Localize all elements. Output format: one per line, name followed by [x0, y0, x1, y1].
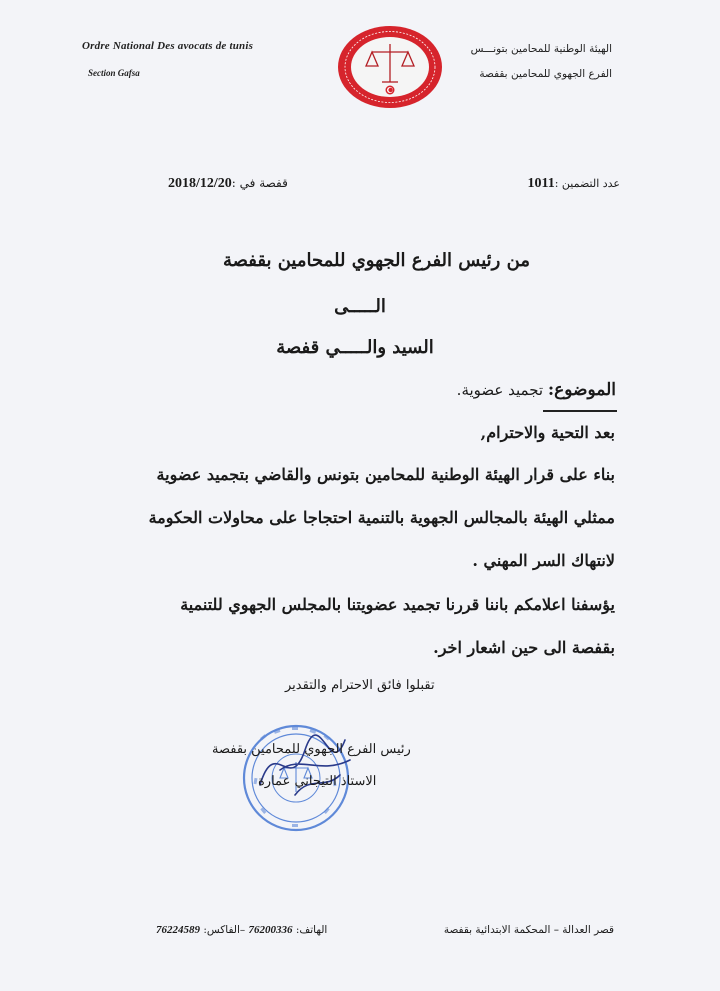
- fax-number: 76224589: [156, 924, 200, 936]
- date-label: قفصة في :: [231, 176, 288, 190]
- phone-number: 76200336: [248, 924, 293, 936]
- bar-association-logo-icon: [336, 24, 444, 110]
- subject-label: الموضوع:: [547, 380, 616, 400]
- to-line: الـــــى: [334, 296, 386, 317]
- body-line-3: لانتهاك السر المهني .: [472, 551, 615, 570]
- subject-underline: [543, 410, 617, 412]
- sender-line: من رئيس الفرع الجهوي للمحامين بقفصة: [222, 250, 530, 271]
- signatory-name: الاستاذ التيجاني عمارة: [258, 774, 377, 789]
- date-value: 2018/12/20: [168, 176, 232, 191]
- reference-number: [528, 176, 621, 192]
- header-french-section: Section Gafsa: [88, 68, 140, 78]
- body-line-1: بناء على قرار الهيئة الوطنية للمحامين بتونس والقاضي بتجميد عضوية: [156, 465, 615, 484]
- body-line-5: بقفصة الى حين اشعار اخر.: [433, 638, 615, 657]
- phone-label: الهاتف:: [295, 924, 328, 936]
- letter-date: [168, 176, 288, 192]
- body-line-4: يؤسفنا اعلامكم باننا قررنا تجميد عضويتنا بالمجلس الجهوي للتنمية: [180, 595, 615, 614]
- header-french-name: Ordre National Des avocats de tunis: [82, 40, 254, 52]
- subject-text: تجميد عضوية.: [456, 381, 544, 399]
- body-line-2: ممثلي الهيئة بالمجالس الجهوية بالتنمية احتجاجا على محاولات الحكومة: [148, 508, 615, 527]
- footer-address: قصر العدالة – المحكمة الابتدائية بقفصة: [443, 924, 614, 936]
- reference-label: عدد التضمين :: [554, 177, 620, 190]
- header-arabic-line2: الفرع الجهوي للمحامين بقفصة: [479, 68, 612, 80]
- footer-contact: [156, 924, 327, 936]
- header-arabic-line1: الهيئة الوطنية للمحامين بتونـــس: [470, 43, 612, 55]
- fax-label: –الفاكس:: [203, 924, 246, 936]
- greeting: بعد التحية والاحترام,: [480, 423, 615, 442]
- closing-phrase: تقبلوا فائق الاحترام والتقدير: [285, 678, 435, 693]
- subject-line: [457, 380, 616, 400]
- handwritten-signature-icon: [250, 725, 360, 805]
- signatory-title: رئيس الفرع الجهوي للمحامين بقفصة: [212, 742, 411, 757]
- recipient-line: السيد والـــــي قفصة: [276, 337, 434, 358]
- reference-value: 1011: [527, 176, 555, 191]
